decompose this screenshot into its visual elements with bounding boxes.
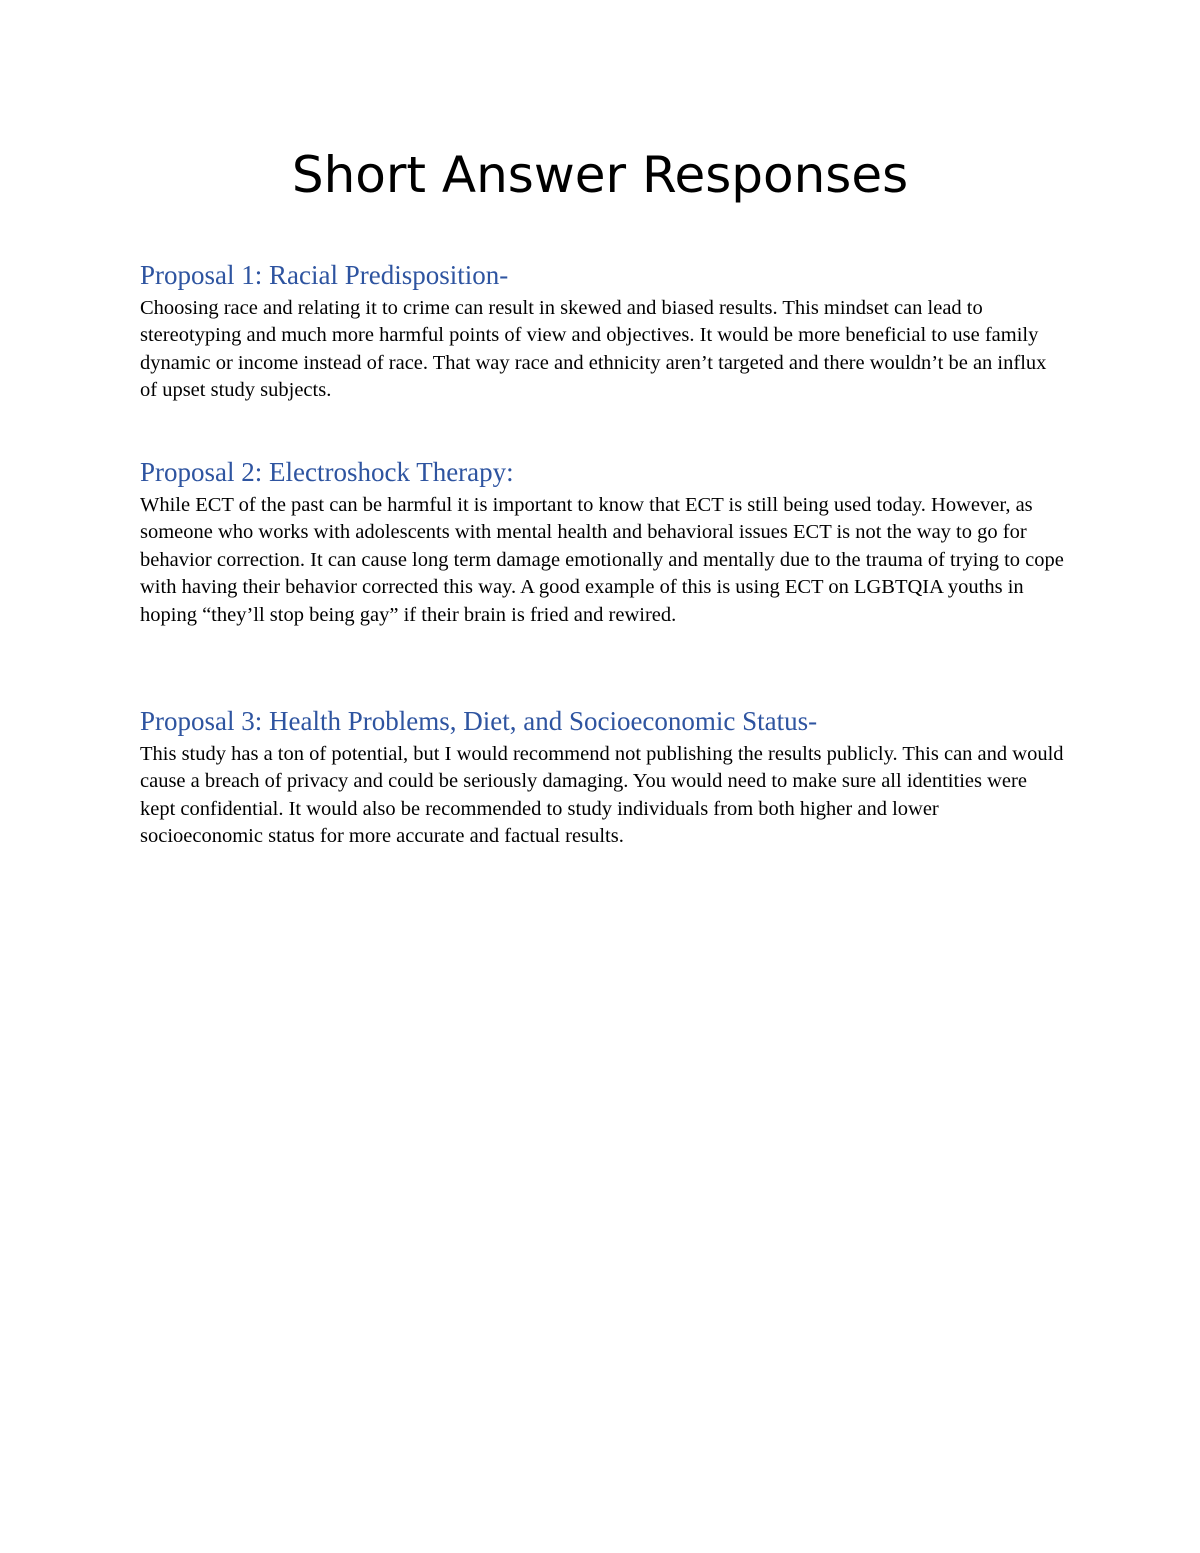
proposal-section-2 xyxy=(140,452,1065,629)
proposal-heading-3: Proposal 3: Health Problems, Diet, and Socioeconomic Status- xyxy=(140,706,818,736)
proposal-section-1 xyxy=(140,255,1065,405)
proposal-section-3 xyxy=(140,701,1065,851)
proposal-heading-2: Proposal 2: Electroshock Therapy: xyxy=(140,457,514,487)
proposal-body-2: While ECT of the past can be harmful it is important to know that ECT is still being used today. However, as someone who works with adolescents with mental health and behavioral issues ECT is not the way to go for behavior correction. It can cause long term damage emotionally and mentally due to the trauma of trying to cope with having their behavior corrected this way. A good example of this is using ECT on LGBTQIA youths in hoping “they’ll stop being gay” if their brain is fried and rewired. xyxy=(140,494,1064,626)
proposal-body-1: Choosing race and relating it to crime can result in skewed and biased results. This mindset can lead to stereotyping and much more harmful points of view and objectives. It would be more beneficial to use family dynamic or income instead of race. That way race and ethnicity aren’t targeted and there wouldn’t be an influx of upset study subjects. xyxy=(140,297,1047,402)
page-title: Short Answer Responses xyxy=(291,146,909,204)
proposal-heading-1: Proposal 1: Racial Predisposition- xyxy=(140,260,509,290)
proposal-body-3: This study has a ton of potential, but I would recommend not publishing the results publicly. This can and would cause a breach of privacy and could be seriously damaging. You would need to make sure all identities were kept confidential. It would also be recommended to study individuals from both higher and lower socioeconomic status for more accurate and factual results. xyxy=(140,743,1064,848)
